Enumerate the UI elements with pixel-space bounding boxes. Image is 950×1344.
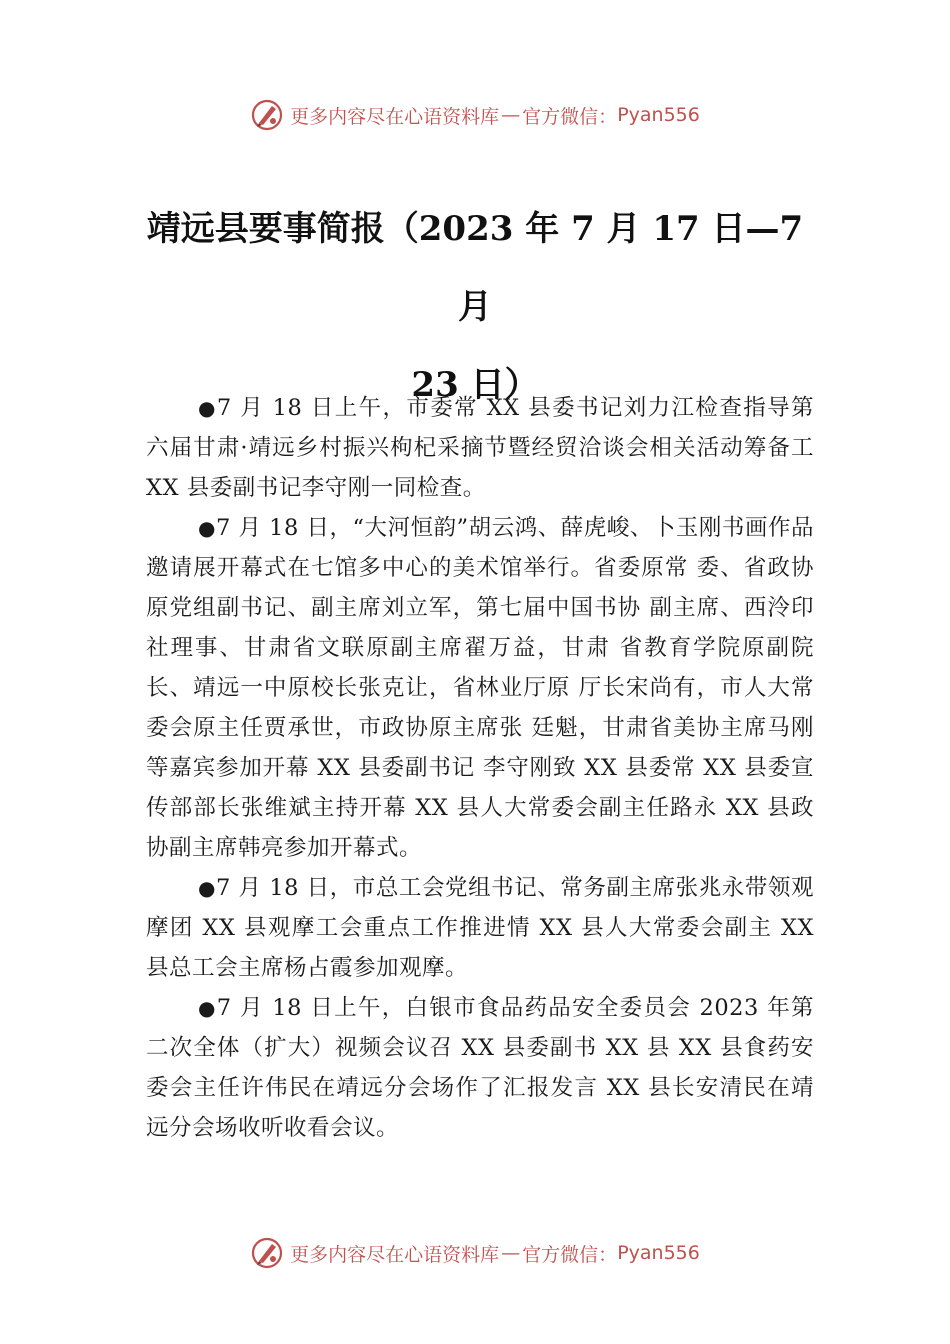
bullet-icon: ● xyxy=(198,876,217,900)
pen-seal-icon xyxy=(250,1236,284,1270)
watermark-label: 官方微信： xyxy=(522,105,618,128)
news-item xyxy=(146,388,814,508)
watermark-label: 官方微信： xyxy=(522,1243,618,1266)
watermark-header xyxy=(0,95,950,135)
news-item-text: 7 月 18 日上午，白银市食品药品安全委员会 2023 年第二次全体（扩大）视频会议召 XX 县委副书 XX 县 XX 县食药安委会主任许伟民在靖远分会场作了汇报发言 XX 县长安清民在靖远分会场收听收看会议。 xyxy=(146,995,815,1141)
title-line-2: 23 日） xyxy=(411,365,539,405)
watermark-text: 更多内容尽在心语资料库 xyxy=(290,105,500,128)
document-body xyxy=(146,388,814,1148)
news-item xyxy=(146,508,814,868)
bullet-icon: ● xyxy=(198,996,217,1020)
watermark-separator: — xyxy=(501,1242,521,1264)
pen-seal-icon xyxy=(250,98,284,132)
bullet-icon: ● xyxy=(198,396,217,420)
watermark-account: Pyan556 xyxy=(617,1242,700,1264)
news-item-text: 7 月 18 日上午，市委常 XX 县委书记刘力江检查指导第六届甘肃·靖远乡村振兴枸杞采摘节暨经贸洽谈会相关活动筹备工 XX 县委副书记李守刚一同检查。 xyxy=(146,395,814,501)
news-item-text: 7 月 18 日，市总工会党组书记、常务副主席张兆永带领观摩团 XX 县观摩工会重点工作推进情 XX 县人大常委会副主 XX 县总工会主席杨占霞参加观摩。 xyxy=(146,875,814,981)
watermark-text: 更多内容尽在心语资料库 xyxy=(290,1243,500,1266)
watermark-footer xyxy=(0,1233,950,1273)
watermark-account: Pyan556 xyxy=(617,104,700,126)
bullet-icon: ● xyxy=(198,516,216,540)
title-line-1: 靖远县要事简报（2023 年 7 月 17 日—7 月 xyxy=(146,209,804,327)
watermark-separator: — xyxy=(501,104,521,126)
news-item xyxy=(146,868,814,988)
news-item-text: 7 月 18 日，“大河恒韵”胡云鸿、薛虎峻、卜玉刚书画作品邀请展开幕式在七馆多中心的美术馆举行。省委原常 委、省政协原党组副书记、副主席刘立军，第七届中国书协 副主席、西泠印社理事、甘肃省文联原副主席翟万益，甘肃 省教育学院原副院长、靖远一中原校长张克让，省林业厅原 厅长宋尚有，市人大常委会原主任贾承世，市政协原主席张 廷魁，甘肃省美协主席马刚等嘉宾参加开幕 XX 县委副书记 李守刚致 XX 县委常 XX 县委宣传部部长张维斌主持开幕 XX 县人大常委会副主任路永 XX 县政协副主席韩亮参加开幕式。 xyxy=(146,515,814,861)
news-item xyxy=(146,988,814,1148)
